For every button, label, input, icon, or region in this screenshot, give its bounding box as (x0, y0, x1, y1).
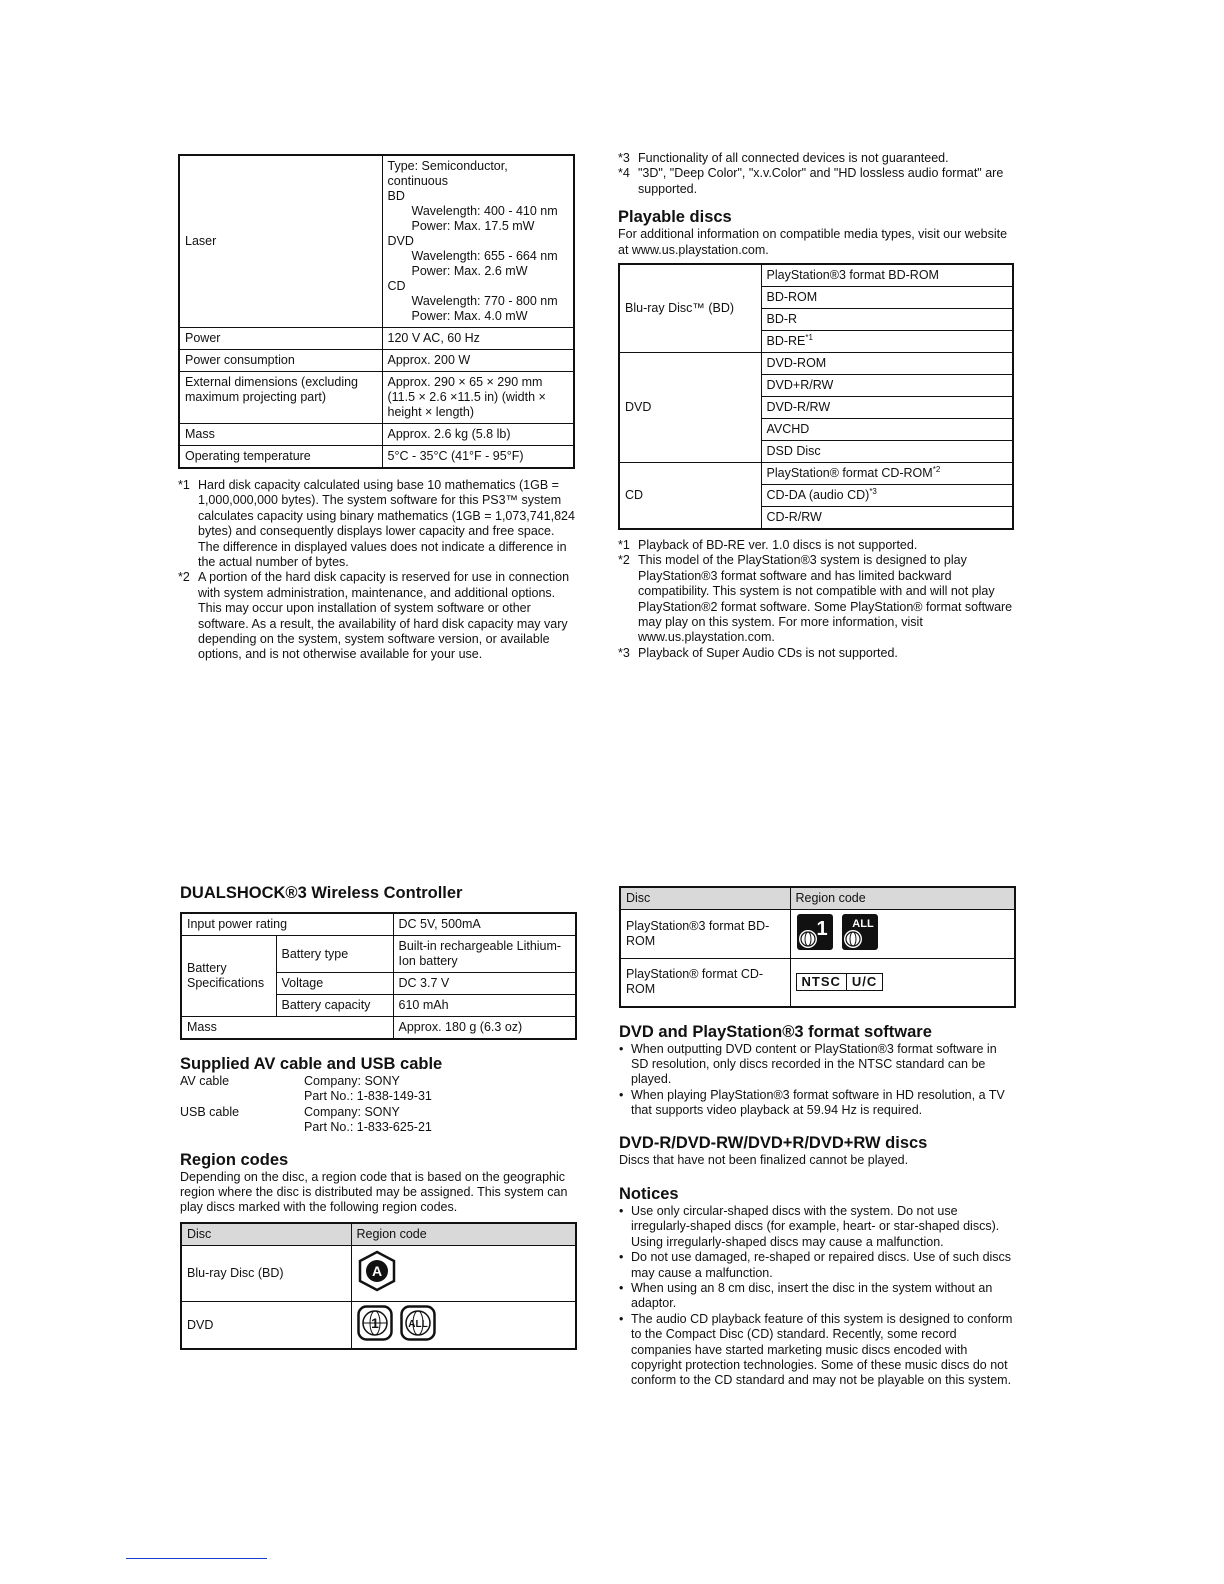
footnote: *1 Hard disk capacity calculated using base 10 mathematics (1GB = 1,000,000,000 bytes). The system software for this PS3™ system calculates capacity using binary mathematics (1GB = 1,073,741,824 bytes) and consequently displays lower capacity and free space. The difference in displayed values does not indicate a difference in the actual number of bytes. (178, 478, 575, 570)
disc-group-cd: CD (619, 463, 761, 530)
region-codes-heading: Region codes (180, 1150, 289, 1169)
playable-discs-heading: Playable discs (618, 208, 732, 227)
bottom-right-section (619, 886, 1016, 1389)
cables-list: AV cable Company: SONY Part No.: 1-838-149-31 USB cable Company: SONY Part No.: 1-833-625-21 (180, 1074, 432, 1135)
spec-section (178, 154, 575, 663)
svg-text:A: A (371, 1263, 382, 1280)
footnote: *2 This model of the PlayStation®3 system is designed to play PlayStation®3 format software and has limited backward compatibility. This system is not compatible with and will not play PlayStation®2 format software. Some PlayStation® format software may play on this system. For more information, visit www.us.playstation.com. (618, 553, 1013, 645)
ps-region-table: Disc Region code PlayStation®3 format BD-ROM 1 ALL PlayStation® format CD-ROM NTSC U/C (619, 886, 1016, 1008)
bd-region-a-icon (357, 1250, 397, 1296)
dvd-r-text: Discs that have not been finalized cannot be played. (619, 1152, 909, 1167)
spec-row: Mass Approx. 2.6 kg (5.8 lb) (179, 424, 574, 446)
battery-label: Battery Specifications (181, 936, 276, 1017)
list-item: • Use only circular-shaped discs with the system. Do not use irregularly-shaped discs (for example, heart- or star-shaped discs). Using irregularly-shaped discs may cause a malfunction. (619, 1203, 1000, 1249)
spec-footnotes (178, 478, 575, 663)
svg-text:ALL: ALL (408, 1319, 428, 1331)
spec-row: Power consumption Approx. 200 W (179, 350, 574, 372)
playable-section (618, 151, 1014, 661)
list-item: • When outputting DVD content or PlayStation®3 format software in SD resolution, only discs recorded in the NTSC standard can be played. (619, 1041, 997, 1087)
list-item: • When playing PlayStation®3 format software in HD resolution, a TV that supports video playback at 59.94 Hz is required. (619, 1087, 1005, 1118)
footnote: *2 A portion of the hard disk capacity is reserved for use in connection with system administration, maintenance, and additional options. This may occur upon installation of system software or other software. As a result, the availability of hard disk capacity may vary depending on the system, system software version, or available options, and is not otherwise available for your use. (178, 570, 570, 662)
laser-details: Type: Semiconductor, continuous BD Wavelength: 400 - 410 nm Power: Max. 17.5 mW DVD Wavelength: 655 - 664 nm Power: Max. 2.6 mW CD Wavelength: 770 - 800 nm Power: Max. 4.0 mW (382, 155, 574, 328)
region-codes-intro: Depending on the disc, a region code that is based on the geographic region where the disc is distributed may be assigned. This system can play discs marked with the following region codes. (180, 1169, 568, 1215)
footnote: *3 Functionality of all connected devices is not guaranteed. (618, 151, 949, 165)
list-item: • The audio CD playback feature of this system is designed to conform to the Compact Disc (CD) standard. Recently, some record companies have started marketing music discs encoded with copyright protection technologies. Some of these music discs do not conform to the CD standard and may not be playable on this system. (619, 1311, 1013, 1388)
disc-group-dvd: DVD (619, 353, 761, 463)
playable-discs-table: Blu-ray Disc™ (BD) PlayStation®3 format BD-ROM BD-ROM BD-R BD-RE$^{*1}$ DVD DVD-ROM DVD+R/RW DVD-R/RW AVCHD DSD Disc CD PlayStation® format CD-ROM$^{*2}$ CD-DA (audio CD)$^{*3}$ CD-R/RW (618, 263, 1014, 530)
notices-heading: Notices (619, 1184, 679, 1203)
bottom-rule (126, 1558, 267, 1559)
spec-row: Operating temperature 5°C - 35°C (41°F - 95°F) (179, 446, 574, 469)
svg-text:ALL: ALL (852, 918, 874, 930)
dvd-region-1-icon (357, 1305, 393, 1345)
region-codes-table: Disc Region code Blu-ray Disc (BD) A DVD 1 ALL (180, 1222, 577, 1351)
ntsc-uc-badge: NTSC U/C (796, 973, 884, 991)
dvd-region-all-icon (400, 1305, 436, 1345)
controller-heading: DUALSHOCK®3 Wireless Controller (180, 884, 463, 902)
footnote: *1 Playback of BD-RE ver. 1.0 discs is not supported. (618, 538, 918, 553)
svg-text:1: 1 (815, 918, 828, 940)
dvd-ps3-heading: DVD and PlayStation®3 format software (619, 1022, 932, 1041)
spec-table (178, 154, 575, 469)
spec-row: External dimensions (excluding maximum projecting part) Approx. 290 × 65 × 290 mm (11.5 × 2.6 ×11.5 in) (width × height × length) (179, 372, 574, 424)
spec-row-laser (179, 155, 574, 328)
disc-group-bd: Blu-ray Disc™ (BD) (619, 264, 761, 353)
footnote: *4 "3D", "Deep Color", "x.v.Color" and "HD lossless audio format" are supported. (618, 166, 1004, 196)
svg-text:1: 1 (370, 1315, 379, 1332)
dvd-r-heading: DVD-R/DVD-RW/DVD+R/DVD+RW discs (619, 1133, 928, 1152)
cables-heading: Supplied AV cable and USB cable (180, 1055, 443, 1073)
list-item: • Do not use damaged, re-shaped or repaired discs. Use of such discs may cause a malfunction. (619, 1250, 1012, 1280)
spec-label: Laser (179, 155, 382, 328)
footnote: *3 Playback of Super Audio CDs is not supported. (618, 645, 898, 660)
ps3-region-all-icon (841, 913, 879, 955)
ps3-region-1-icon (796, 913, 834, 955)
controller-section (180, 883, 577, 1350)
controller-table: Input power rating DC 5V, 500mA Battery Specifications Battery type Built-in rechargeable Lithium-Ion battery Voltage DC 3.7 V Battery capacity 610 mAh Mass Approx. 180 g (6.3 oz) (180, 912, 577, 1040)
playable-intro: For additional information on compatible media types, visit our website at www.us.playstation.com. (618, 227, 1008, 257)
list-item: • When using an 8 cm disc, insert the disc in the system without an adaptor. (619, 1280, 993, 1311)
playable-footnotes (618, 538, 1014, 661)
spec-row: Power 120 V AC, 60 Hz (179, 328, 574, 350)
